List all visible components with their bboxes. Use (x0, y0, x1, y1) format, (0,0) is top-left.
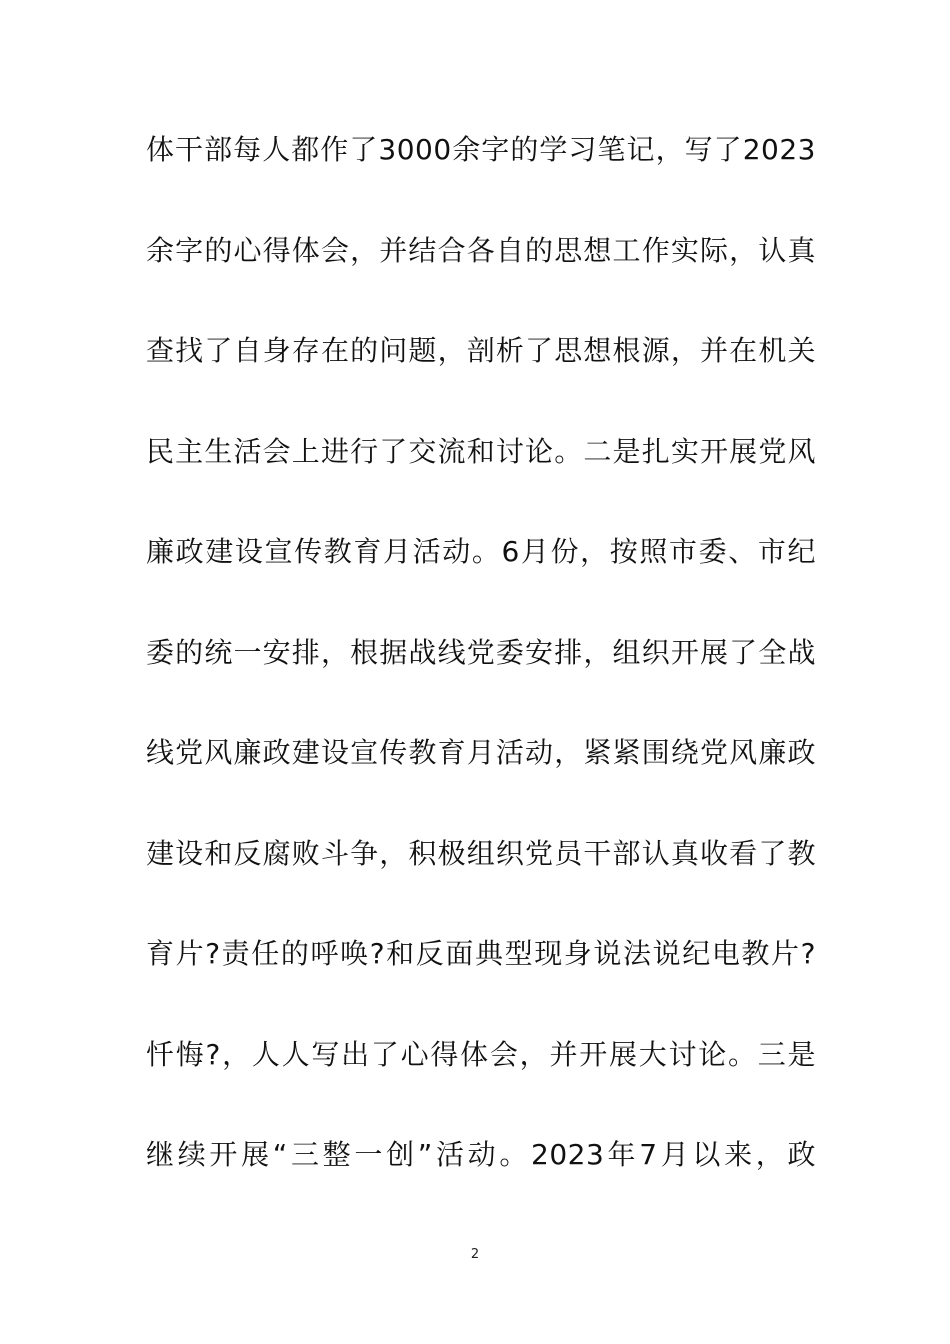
text-line: 委的统一安排，根据战线党委安排，组织开展了全战 (146, 635, 816, 669)
text-line: 查找了自身存在的问题，剖析了思想根源，并在机关 (146, 334, 816, 367)
text-line: 体干部每人都作了3000余字的学习笔记，写了2023 (146, 133, 816, 166)
page-number: 2 (470, 1247, 480, 1262)
text-line: 育片?责任的呼唤?和反面典型现身说法说纪电教片? (146, 937, 816, 970)
text-line: 廉政建设宣传教育月活动。6月份，按照市委、市纪 (146, 535, 816, 568)
text-line: 线党风廉政建设宣传教育月活动，紧紧围绕党风廉政 (146, 736, 816, 769)
text-line: 忏悔?，人人写出了心得体会，并开展大讨论。三是 (146, 1037, 816, 1071)
text-line: 建设和反腐败斗争，积极组织党员干部认真收看了教 (146, 836, 816, 870)
text-line: 继续开展“三整一创”活动。2023年7月以来，政 (146, 1138, 816, 1171)
text-line: 民主生活会上进行了交流和讨论。二是扎实开展党风 (146, 434, 816, 468)
body-text (146, 128, 816, 1234)
text-line: 余字的心得体会，并结合各自的思想工作实际，认真 (146, 233, 816, 267)
